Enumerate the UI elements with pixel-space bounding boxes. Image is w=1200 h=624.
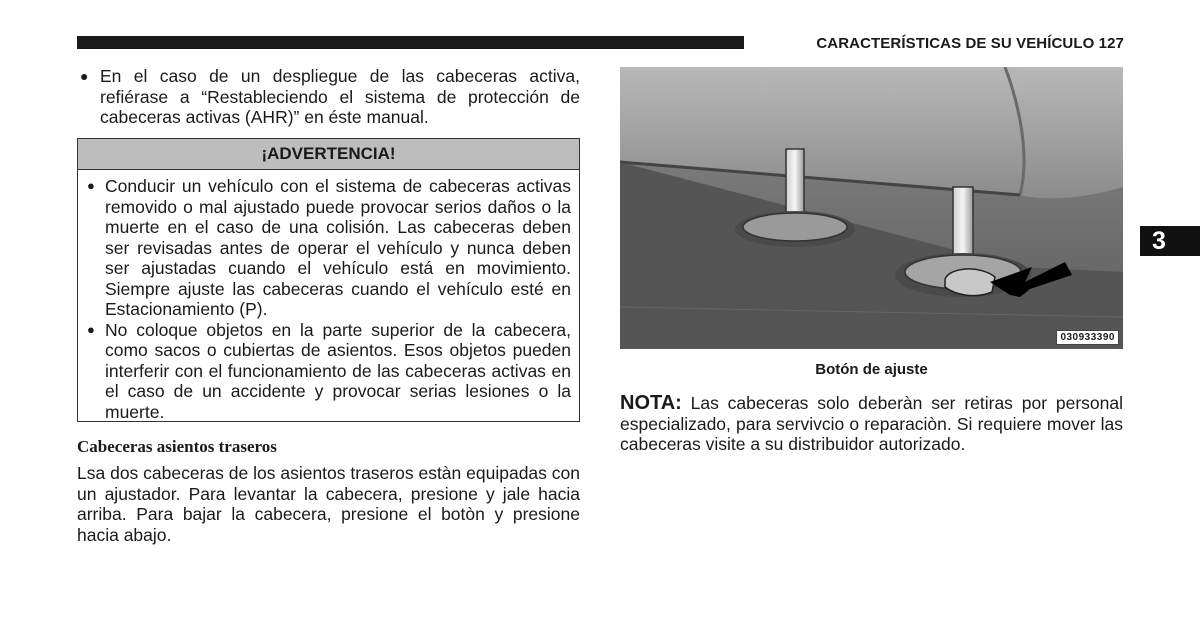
intro-bullet-text: En el caso de un despliegue de las cabeceras activa, refiérase a “Restableciendo el sistema de protección de cabeceras activas (AHR)” en éste manual. bbox=[100, 66, 580, 127]
bullet-icon: ● bbox=[87, 321, 95, 337]
header-rule bbox=[77, 36, 744, 49]
note-text: Las cabeceras solo deberàn ser retiras por personal especializado, para servivcio o reparaciòn. Si requiere mover las cabeceras visite a su distribuidor autorizado. bbox=[620, 393, 1123, 454]
warning-title: ¡ADVERTENCIA! bbox=[78, 139, 579, 170]
warning-item-text: No coloque objetos en la parte superior de la cabecera, como sacos o cubiertas de asientos. Esos objetos pueden interferir con el funcionamiento de las cabeceras activas en el caso de un accidente y provocar serias lesiones o la muerte. bbox=[105, 319, 571, 422]
intro-bullet-item bbox=[77, 66, 580, 128]
warning-item bbox=[86, 176, 571, 320]
note-label: NOTA: bbox=[620, 392, 682, 414]
warning-body bbox=[78, 170, 579, 422]
figure-id: 030933390 bbox=[1056, 330, 1119, 345]
figure-caption: Botón de ajuste bbox=[815, 361, 928, 378]
headrest-figure bbox=[620, 67, 1123, 349]
intro-list bbox=[77, 66, 580, 128]
bullet-icon: ● bbox=[87, 178, 95, 193]
note bbox=[620, 393, 1123, 455]
section-heading: Cabeceras asientos traseros bbox=[77, 437, 277, 456]
warning-box bbox=[77, 138, 580, 422]
headrest-illustration bbox=[620, 67, 1123, 349]
chapter-tab: 3 bbox=[1140, 226, 1200, 256]
page-header-title: CARACTERÍSTICAS DE SU VEHÍCULO 127 bbox=[816, 35, 1124, 52]
section-paragraph: Lsa dos cabeceras de los asientos traseros estàn equipadas con un ajustador. Para levantar la cabecera, presione y jale hacia arriba. Para bajar la cabecera, presione el botòn y presione hacia abajo. bbox=[77, 463, 580, 545]
warning-item-text: Conducir un vehículo con el sistema de cabeceras activas removido o mal ajustado puede provocar serios daños o la muerte en el caso de una colisión. Las cabeceras deben ser revisadas antes de operar el vehículo y nunca deben ser ajustadas cuando el vehículo está en movimiento. Siempre ajuste las cabeceras cuando el vehículo esté en Estacionamiento (P). bbox=[105, 176, 571, 319]
bullet-icon: ● bbox=[80, 68, 89, 84]
warning-item bbox=[86, 320, 571, 423]
